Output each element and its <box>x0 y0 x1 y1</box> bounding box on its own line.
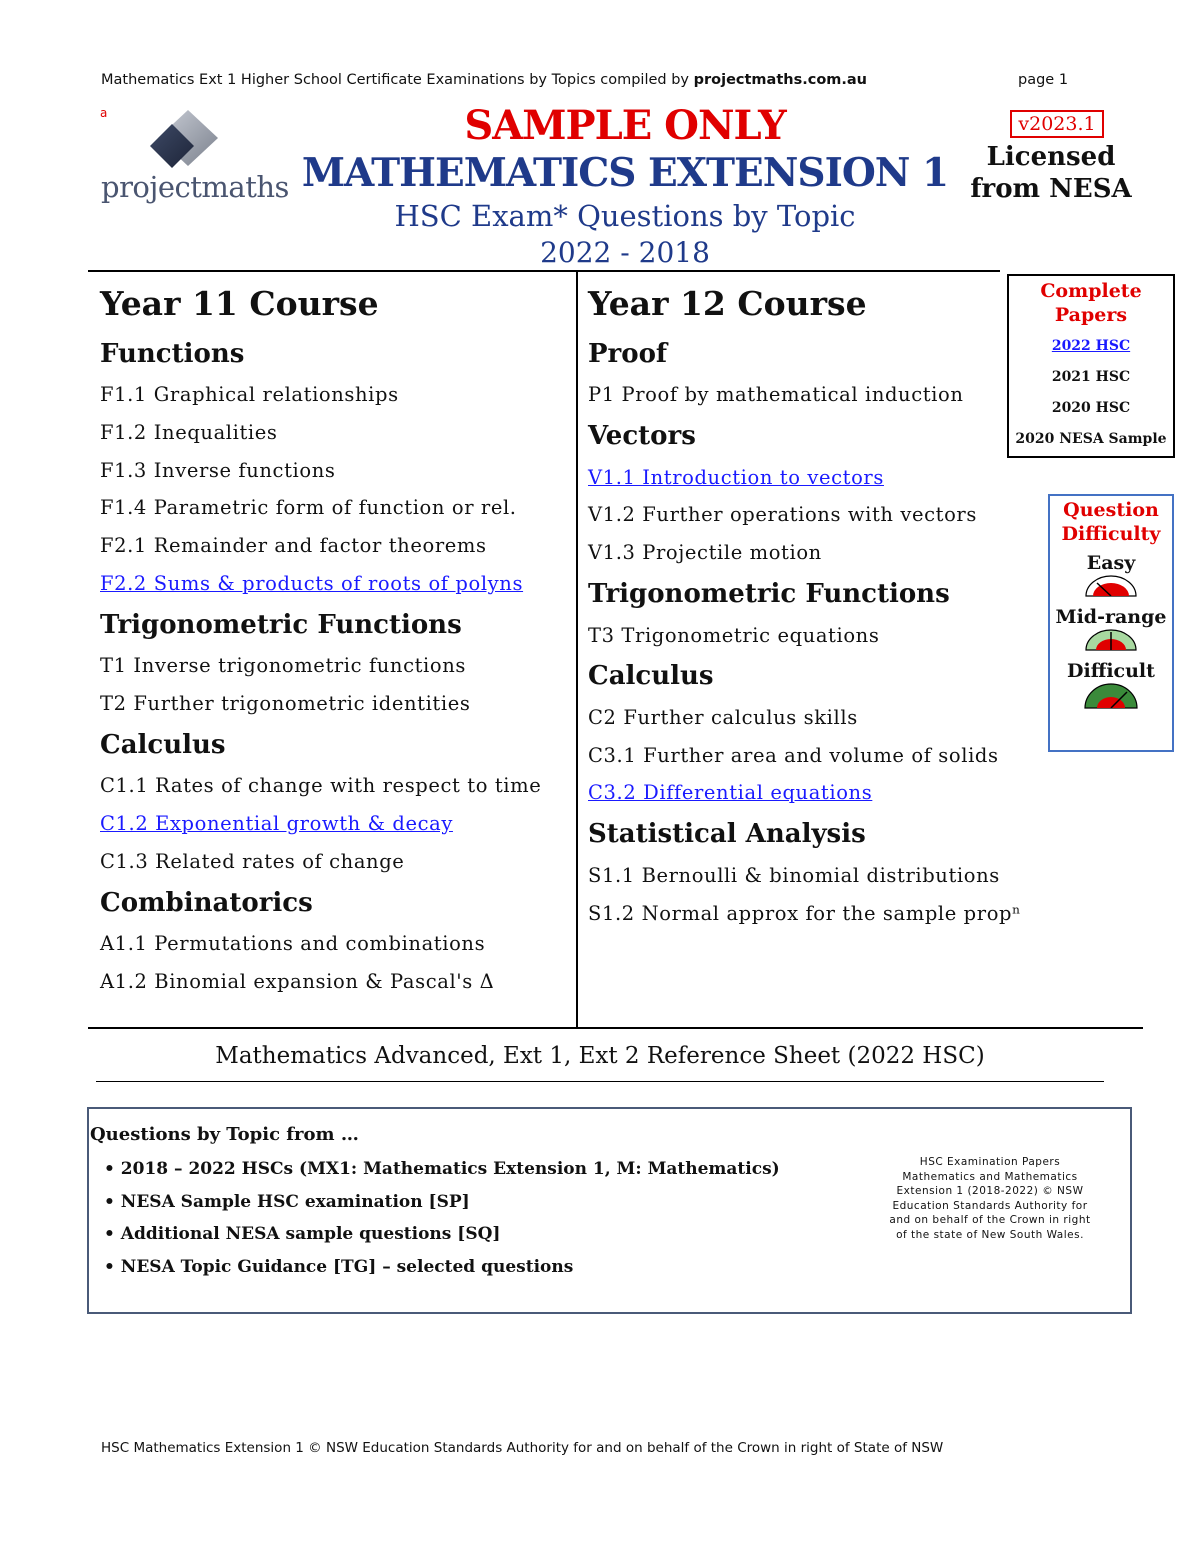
y11-calculus-heading: Calculus <box>100 730 226 760</box>
topic-c1-1: C1.1 Rates of change with respect to time <box>100 774 542 797</box>
topic-f1-3: F1.3 Inverse functions <box>100 459 336 482</box>
source-item-hsc: • 2018 – 2022 HSCs (MX1: Mathematics Extension 1, M: Mathematics) <box>104 1159 780 1179</box>
topic-v1-1-link[interactable]: V1.1 Introduction to vectors <box>588 466 884 489</box>
topic-f1-1: F1.1 Graphical relationships <box>100 383 399 406</box>
source-item-tg-text: NESA Topic Guidance [TG] – selected questions <box>120 1257 574 1277</box>
difficulty-difficult-label: Difficult <box>1067 660 1155 682</box>
y12-proof-heading: Proof <box>588 339 668 369</box>
paper-2021-hsc: 2021 HSC <box>1051 369 1131 385</box>
gauge-easy-icon <box>1083 574 1139 598</box>
topic-c3-2-link[interactable]: C3.2 Differential equations <box>588 781 873 804</box>
subject-title: MATHEMATICS EXTENSION 1 <box>301 150 949 196</box>
column-divider <box>576 270 578 1028</box>
topic-a1-2: A1.2 Binomial expansion & Pascal's Δ <box>100 970 495 993</box>
y11-functions-heading: Functions <box>100 339 245 369</box>
subtitle: HSC Exam* Questions by Topic <box>394 199 856 233</box>
reference-underline <box>96 1081 1104 1082</box>
y12-calculus-heading: Calculus <box>588 661 714 691</box>
complete-papers-heading-line2: Papers <box>1054 304 1128 326</box>
difficulty-easy-label: Easy <box>1086 552 1136 574</box>
topic-s1-1: S1.1 Bernoulli & binomial distributions <box>588 864 1000 887</box>
gauge-midrange-icon <box>1083 628 1139 652</box>
source-item-sp: • NESA Sample HSC examination [SP] <box>104 1192 470 1212</box>
difficulty-heading-line2: Difficulty <box>1061 523 1161 545</box>
source-item-hsc-text: 2018 – 2022 HSCs (MX1: Mathematics Extension 1, M: Mathematics) <box>120 1159 780 1179</box>
topic-t3: T3 Trigonometric equations <box>588 624 880 647</box>
difficulty-midrange-label: Mid-range <box>1055 606 1167 628</box>
question-difficulty-box <box>1048 494 1174 752</box>
version-badge: v2023.1 <box>1010 110 1104 138</box>
source-item-sp-text: NESA Sample HSC examination [SP] <box>120 1192 470 1212</box>
topic-t1: T1 Inverse trigonometric functions <box>100 654 466 677</box>
page-number: page 1 <box>1018 72 1069 88</box>
topic-f1-4: F1.4 Parametric form of function or rel. <box>100 496 517 519</box>
topic-a1-1: A1.1 Permutations and combinations <box>100 932 486 955</box>
difficulty-heading <box>1050 498 1172 546</box>
y12-trig-heading: Trigonometric Functions <box>588 579 950 609</box>
copyright-line-5: and on behalf of the Crown in right <box>889 1214 1091 1226</box>
y11-trig-heading: Trigonometric Functions <box>100 610 462 640</box>
topic-f2-2-link[interactable]: F2.2 Sums & products of roots of polyns <box>100 572 524 595</box>
topic-s1-2: S1.2 Normal approx for the sample propⁿ <box>588 902 1022 925</box>
licensed-label <box>966 141 1136 205</box>
copyright-notice <box>880 1155 1100 1242</box>
source-item-tg: • NESA Topic Guidance [TG] – selected questions <box>104 1257 574 1277</box>
copyright-line-6: of the state of New South Wales. <box>896 1228 1084 1241</box>
topic-v1-3: V1.3 Projectile motion <box>588 541 822 564</box>
topic-c2: C2 Further calculus skills <box>588 706 858 729</box>
y12-vectors-heading: Vectors <box>588 421 696 451</box>
topic-c1-3: C1.3 Related rates of change <box>100 850 405 873</box>
bottom-divider <box>88 1027 1143 1029</box>
page-footer: HSC Mathematics Extension 1 © NSW Education Standards Authority for and on behalf of the Crown in right of State of NSW <box>101 1440 944 1456</box>
source-item-sq-text: Additional NESA sample questions [SQ] <box>120 1224 501 1244</box>
corner-mark: a <box>100 106 108 120</box>
copyright-line-4: Education Standards Authority for <box>892 1199 1088 1212</box>
year11-title: Year 11 Course <box>100 284 379 323</box>
year12-title: Year 12 Course <box>588 284 867 323</box>
complete-papers-heading <box>1009 279 1173 327</box>
paper-2020-hsc: 2020 HSC <box>1051 400 1131 416</box>
topic-p1: P1 Proof by mathematical induction <box>588 383 964 406</box>
header-text: Mathematics Ext 1 Higher School Certificate Examinations by Topics compiled by <box>101 72 694 88</box>
topic-f2-1: F2.1 Remainder and factor theorems <box>100 534 487 557</box>
paper-2020-nesa-sample: 2020 NESA Sample <box>1015 431 1167 447</box>
header-site: projectmaths.com.au <box>693 72 868 88</box>
paper-2022-hsc-link[interactable]: 2022 HSC <box>1051 338 1131 354</box>
y11-combinatorics-heading: Combinatorics <box>100 888 313 918</box>
complete-papers-box <box>1007 274 1175 458</box>
sample-only-title: SAMPLE ONLY <box>464 102 786 149</box>
topic-c1-2-link[interactable]: C1.2 Exponential growth & decay <box>100 812 453 835</box>
logo-text: projectmaths <box>101 170 289 204</box>
y12-stats-heading: Statistical Analysis <box>588 819 866 849</box>
copyright-line-3: Extension 1 (2018-2022) © NSW <box>896 1185 1084 1197</box>
copyright-line-2: Mathematics and Mathematics <box>902 1170 1078 1183</box>
copyright-line-1: HSC Examination Papers <box>919 1156 1061 1168</box>
complete-papers-heading-line1: Complete <box>1040 280 1142 302</box>
topic-f1-2: F1.2 Inequalities <box>100 421 278 444</box>
source-item-sq: • Additional NESA sample questions [SQ] <box>104 1224 501 1244</box>
difficulty-heading-line1: Question <box>1063 499 1159 521</box>
reference-sheet-link[interactable]: Mathematics Advanced, Ext 1, Ext 2 Reference Sheet (2022 HSC) <box>215 1043 985 1069</box>
year-range: 2022 - 2018 <box>540 236 710 269</box>
topic-t2: T2 Further trigonometric identities <box>100 692 471 715</box>
licensed-line1: Licensed <box>986 142 1116 172</box>
topic-c3-1: C3.1 Further area and volume of solids <box>588 744 999 767</box>
top-divider <box>88 270 1000 272</box>
running-header <box>101 72 867 88</box>
gauge-difficult-icon <box>1083 682 1139 710</box>
licensed-line2: from NESA <box>970 174 1132 204</box>
projectmaths-logo-icon <box>150 108 220 170</box>
topic-v1-2: V1.2 Further operations with vectors <box>588 503 977 526</box>
questions-source-title: Questions by Topic from … <box>90 1124 359 1145</box>
